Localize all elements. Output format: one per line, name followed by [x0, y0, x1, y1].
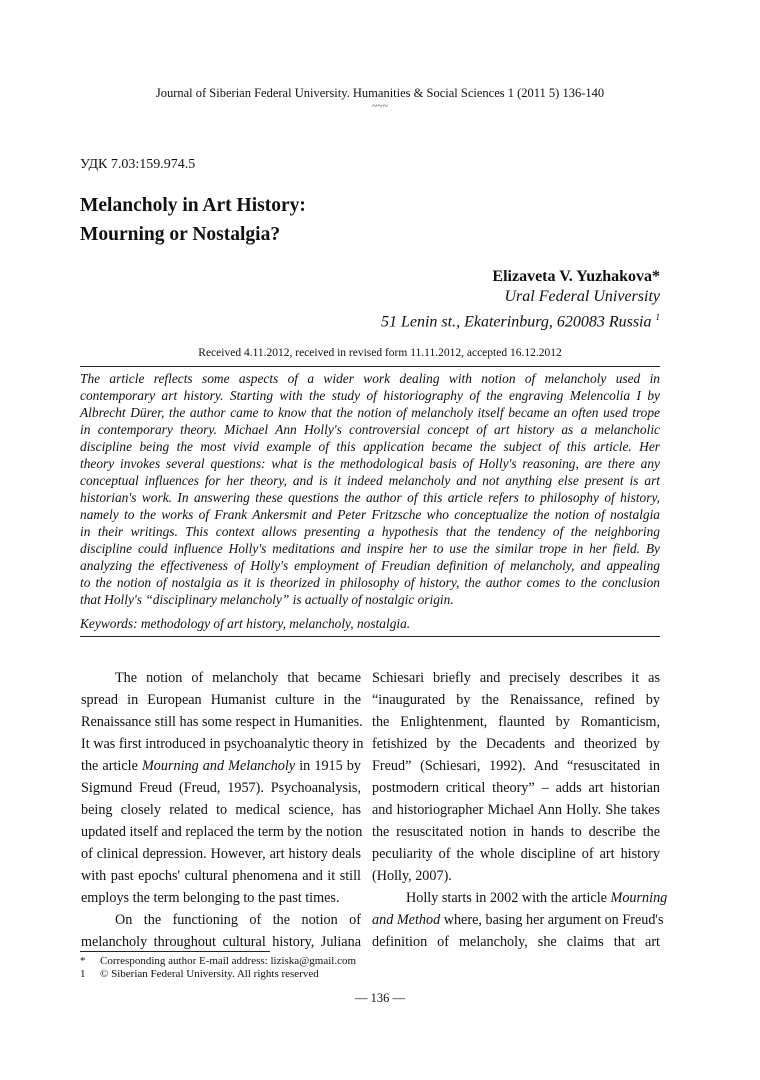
footnote-copyright	[80, 968, 319, 980]
body-line	[372, 777, 660, 799]
text-segment: where, basing her argument on Freud's	[440, 912, 664, 928]
article-title	[80, 191, 306, 249]
abstract-line: to the notion of nostalgia as it is theorized in philosophy of history, the author comes to the conclusion	[80, 575, 660, 590]
body-line	[81, 821, 361, 843]
author-affiliation: Ural Federal University	[504, 288, 660, 305]
text-segment: the Enlightenment, flaunted by Romanticism,	[372, 714, 660, 730]
text-segment: (Holly, 2007).	[372, 868, 452, 884]
text-segment: being closely related to medical science, has	[81, 802, 361, 818]
udk-code: УДК 7.03:159.974.5	[80, 157, 196, 172]
abstract-line: Albrecht Dürer, the author came to know that the notion of melancholy itself became an often used trope	[80, 405, 660, 420]
text-segment: On the functioning of the notion of	[115, 912, 361, 928]
header-ornament: ~~~	[371, 101, 389, 112]
footnote-mark: 1	[80, 968, 86, 980]
body-line	[81, 843, 361, 865]
received-dates: Received 4.11.2012, received in revised form 11.11.2012, accepted 16.12.2012	[198, 347, 562, 359]
text-segment: postmodern critical theory” – adds art historian	[372, 780, 660, 796]
text-segment: the article	[81, 758, 142, 774]
abstract-line: conceptual influences for her theory, and is it indeed melancholy and not anything else present is art	[80, 473, 660, 488]
abstract-line: discipline could influence Holly's meditations and inspire her to use the similar trope in her field. By	[80, 541, 660, 556]
body-line	[81, 909, 361, 931]
italic-title: Mourning and Melancholy	[141, 758, 296, 774]
abstract-line: in their writings. This context allows presenting a hypothesis that the tendency of the neighboring	[80, 524, 660, 539]
body-line	[372, 755, 660, 777]
footnote-mark: *	[80, 955, 86, 967]
divider-top	[80, 366, 660, 367]
abstract-line: The article reflects some aspects of a wider work dealing with notion of melancholy used in	[80, 371, 660, 386]
body-line	[372, 865, 660, 887]
abstract-line: in contemporary theory. Michael Ann Holly's controversial concept of art history as a melancholic	[80, 422, 660, 437]
text-segment: fetishized by the Decadents and theorized by	[372, 736, 660, 752]
text-segment: “inaugurated by the Renaissance, refined by	[372, 692, 660, 708]
italic-title: and Method	[372, 912, 441, 928]
body-line	[372, 909, 664, 931]
footnote-divider	[80, 951, 270, 952]
author-name: Elizaveta V. Yuzhakova*	[492, 268, 660, 285]
text-segment: with past epochs' cultural phenomena and it still	[81, 868, 361, 884]
author-block	[381, 267, 660, 332]
text-segment: It was first introduced in psychoanalytic theory in	[81, 736, 364, 752]
text-segment: Freud” (Schiesari, 1992). And “resuscitated in	[372, 758, 660, 774]
abstract-line: analyzing the effectiveness of Holly's employment of Freudian definition of melancholy, and appealing	[80, 558, 660, 573]
body-line	[81, 733, 364, 755]
keywords: Keywords: methodology of art history, melancholy, nostalgia.	[80, 616, 411, 631]
body-line	[81, 865, 361, 887]
body-column-left	[81, 667, 364, 953]
italic-title: Mourning	[610, 890, 668, 906]
title-line-1: Melancholy in Art History:	[80, 195, 306, 216]
text-segment: updated itself and replaced the term by the notion	[81, 824, 363, 840]
journal-header: Journal of Siberian Federal University. Humanities & Social Sciences 1 (2011 5) 136-140	[155, 86, 605, 100]
body-line	[81, 887, 361, 909]
text-segment: of clinical depression. However, art history deals	[81, 846, 361, 862]
body-line	[372, 667, 660, 689]
text-segment: employs the term belonging to the past times.	[81, 890, 340, 906]
body-line	[372, 821, 660, 843]
abstract-line: contemporary art history. Starting with the study of historiography of the engraving Melencolia I by	[80, 388, 660, 403]
body-line	[81, 799, 361, 821]
abstract	[80, 370, 660, 608]
body-line	[372, 711, 660, 733]
address-footnote-mark: 1	[655, 312, 660, 322]
text-segment: definition of melancholy, she claims that art	[372, 934, 660, 950]
text-segment: spread in European Humanist culture in the	[81, 692, 361, 708]
abstract-line: historian's work. In answering these questions the author of this article refers to philosophy of history,	[80, 490, 660, 505]
page-number: — 136 —	[355, 991, 405, 1005]
text-segment: Schiesari briefly and precisely describes it as	[372, 670, 660, 686]
body-column-right	[372, 667, 668, 953]
text-segment: Holly starts in 2002 with the article	[406, 890, 611, 906]
abstract-line: that Holly's “disciplinary melancholy” is actually of nostalgic origin.	[80, 592, 454, 607]
text-segment: the resuscitated notion in hands to describe the	[372, 824, 660, 840]
footnote-text: © Siberian Federal University. All rights reserved	[100, 968, 319, 980]
body-line	[81, 755, 361, 777]
author-address: 51 Lenin st., Ekaterinburg, 620083 Russia	[380, 313, 652, 331]
body-line	[81, 931, 361, 953]
footnote-text: Corresponding author E-mail address: liziska@gmail.com	[100, 955, 357, 967]
body-line	[372, 931, 660, 953]
body-line	[372, 689, 660, 711]
body-line	[372, 843, 660, 865]
text-segment: The notion of melancholy that became	[115, 670, 361, 686]
body-line	[372, 799, 660, 821]
title-line-2: Mourning or Nostalgia?	[80, 224, 281, 245]
body-line	[81, 667, 361, 689]
text-segment: melancholy throughout cultural history, Juliana	[81, 934, 361, 950]
abstract-line: namely to the works of Frank Ankersmit and Peter Fritzsche who conceptualize the notion of nostalgia	[80, 507, 660, 522]
divider-bottom	[80, 636, 660, 637]
body-line	[81, 689, 361, 711]
abstract-line: discipline being the most vivid example of this application became the subject of this article. Her	[80, 439, 660, 454]
text-segment: Renaissance still has some respect in Humanities.	[81, 714, 363, 730]
abstract-line: theory invokes several questions: what is the methodological basis of Holly's reasoning, are there any	[80, 456, 660, 471]
text-segment: peculiarity of the whole discipline of art history	[372, 846, 660, 862]
footnote-corresponding	[80, 955, 356, 967]
body-line	[372, 887, 668, 909]
text-segment: and historiographer Michael Ann Holly. She takes	[372, 802, 660, 818]
text-segment: Sigmund Freud (Freud, 1957). Psychoanalysis,	[81, 780, 361, 796]
text-segment: in 1915 by	[295, 758, 361, 774]
body-line	[372, 733, 660, 755]
body-line	[81, 711, 361, 733]
body-line	[81, 777, 361, 799]
